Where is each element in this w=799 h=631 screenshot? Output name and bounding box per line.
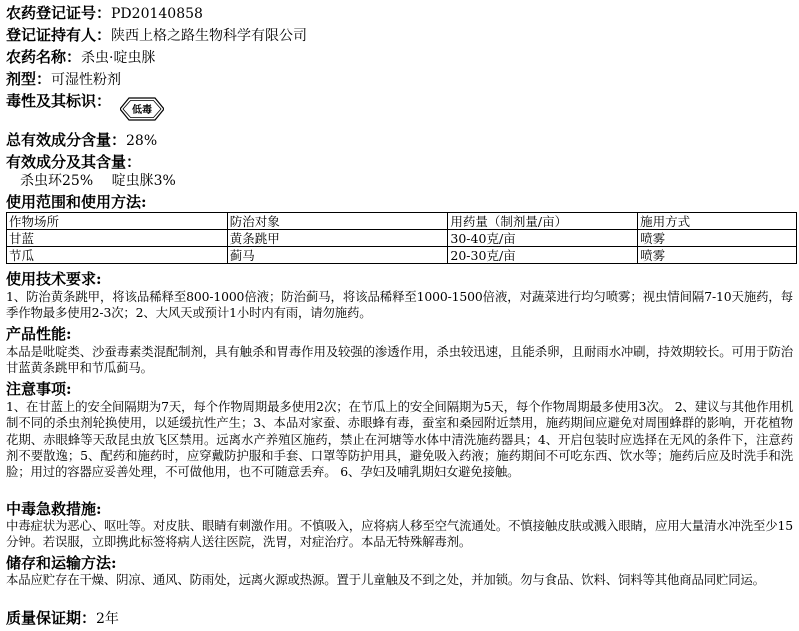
- registration-holder-label: 登记证持有人：: [6, 26, 112, 44]
- total-content-value: 28%: [126, 133, 158, 149]
- warranty-row: [6, 607, 119, 628]
- formulation-value: 可湿性粉剂: [51, 72, 122, 88]
- table-header-cell: 作物场所: [7, 213, 228, 230]
- table-header-cell: 防治对象: [227, 213, 448, 230]
- table-row: [7, 230, 797, 247]
- toxicity-label: 毒性及其标识：: [6, 92, 112, 110]
- registration-holder-row: [6, 24, 307, 45]
- product-performance-text: 本品是吡啶类、沙蚕毒素类混配制剂，具有触杀和胃毒作用及较强的渗透作用，杀虫较迅速，且能杀卵，且耐雨水冲刷，持效期较长。可用于防治甘蓝黄条跳甲和节瓜蓟马。: [6, 344, 793, 376]
- table-header-cell: 用药量（制剂量/亩）: [448, 213, 638, 230]
- tech-requirements-text: 1、防治黄条跳甲，将该品稀释至800-1000倍液；防治蓟马，将该品稀释至1000-1500倍液，对蔬菜进行均匀喷雾；视虫情间隔7-10天施药，每季作物最多使用2-3次；2、大风天或预计1小时内有雨，请勿施药。: [6, 289, 793, 321]
- pesticide-name-value: 杀虫·啶虫脒: [81, 50, 156, 66]
- registration-number-row: [6, 2, 203, 23]
- first-aid-text: 中毒症状为恶心、呕吐等。对皮肤、眼睛有刺激作用。不慎吸入，应将病人移至空气流通处。不慎接触皮肤或溅入眼睛，应用大量清水冲洗至少15分钟。若误服，立即携此标签将病人送往医院，洗胃，对症治疗。本品无特殊解毒剂。: [6, 518, 793, 550]
- table-cell: 喷雾: [638, 247, 797, 264]
- ingredients-value-row: [20, 170, 176, 190]
- registration-number-value: PD20140858: [111, 6, 203, 22]
- low-toxicity-badge-text: 低毒: [132, 105, 152, 116]
- table-cell: 30-40克/亩: [448, 230, 638, 247]
- total-content-row: [6, 129, 157, 150]
- table-cell: 节瓜: [7, 247, 228, 264]
- usage-title: 使用范围和使用方法:: [6, 193, 147, 211]
- total-content-label: 总有效成分含量：: [6, 131, 127, 149]
- usage-table: [6, 212, 797, 264]
- first-aid-title: 中毒急救措施:: [6, 500, 102, 518]
- table-cell: 黄条跳甲: [227, 230, 448, 247]
- formulation-label: 剂型：: [6, 70, 52, 88]
- table-cell: 甘蓝: [7, 230, 228, 247]
- registration-holder-value: 陕西上格之路生物科学有限公司: [111, 28, 308, 44]
- toxicity-row: [6, 90, 111, 111]
- table-cell: 蓟马: [227, 247, 448, 264]
- storage-text: 本品应贮存在干燥、阴凉、通风、防雨处，远离火源或热源。置于儿童触及不到之处，并加锁。勿与食品、饮料、饲料等其他商品同贮同运。: [6, 572, 765, 587]
- warranty-value: 2年: [96, 611, 119, 627]
- pesticide-name-label: 农药名称：: [6, 48, 82, 66]
- warranty-label: 质量保证期：: [6, 609, 97, 627]
- formulation-row: [6, 68, 121, 89]
- ingredients-label-row: [6, 151, 141, 172]
- ingredients-label: 有效成分及其含量：: [6, 153, 142, 171]
- pesticide-name-row: [6, 46, 155, 67]
- product-performance-title: 产品性能:: [6, 325, 72, 343]
- table-cell: 20-30克/亩: [448, 247, 638, 264]
- table-row: [7, 247, 797, 264]
- tech-requirements-title: 使用技术要求:: [6, 270, 102, 288]
- registration-number-label: 农药登记证号：: [6, 4, 112, 22]
- table-header-cell: 施用方式: [638, 213, 797, 230]
- table-cell: 喷雾: [638, 230, 797, 247]
- low-toxicity-badge-icon: [120, 97, 164, 121]
- storage-title: 储存和运输方法:: [6, 554, 117, 572]
- precautions-text: 1、在甘蓝上的安全间隔期为7天，每个作物周期最多使用2次；在节瓜上的安全间隔期为5天，每个作物周期最多使用3次。 2、建议与其他作用机制不同的杀虫剂轮换使用，以延缓抗性产生；3、本品对家蚕、赤眼蜂有毒，蚕室和桑园附近禁用，施药期间应避免对周围蜂群的影响，开花植物花期、赤眼蜂等天敌昆虫放飞区禁用。远离水产养殖区施药，禁止在河塘等水体中清洗施药器具；4、开启包装时应选择在无风的条件下，注意药剂不要散逸；5、配药和施药时，应穿戴防护服和手套、口罩等防护用具，避免吸入药液；施药期间不可吃东西、饮水等；施药后应及时洗手和洗脸；用过的容器应妥善处理，不可做他用，也不可随意丢弃。 6、孕妇及哺乳期妇女避免接触。: [6, 399, 793, 480]
- ingredients-value: 杀虫环25% 啶虫脒3%: [20, 173, 176, 189]
- precautions-title: 注意事项:: [6, 380, 72, 398]
- usage-table-header: [7, 213, 797, 230]
